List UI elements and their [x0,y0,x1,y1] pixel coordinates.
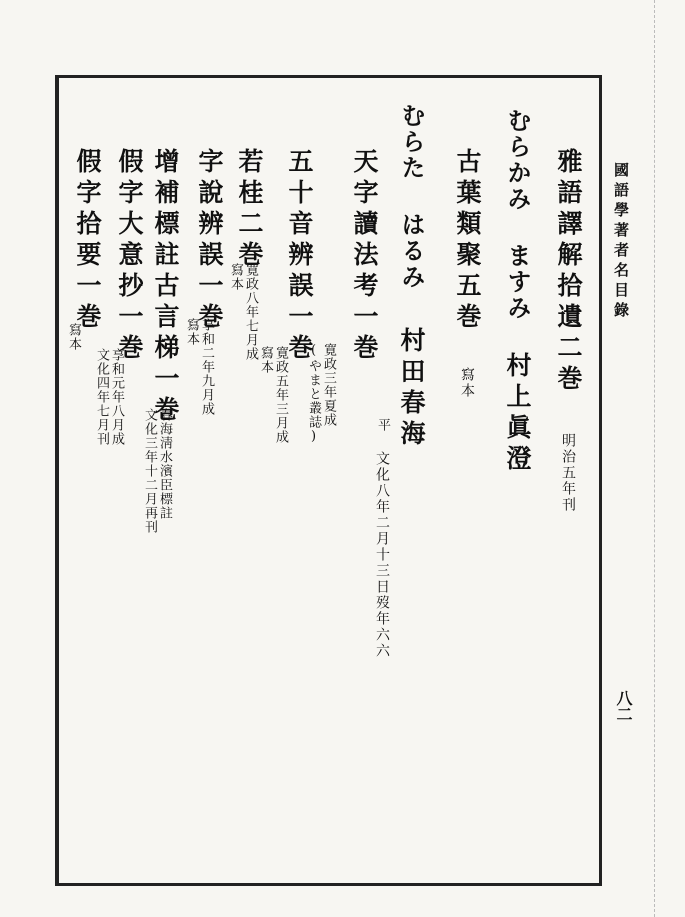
entry-title-1 [556,148,581,513]
author-kana: むらた はるみ [397,103,426,290]
entry-main: 字說辨誤一巻 [195,148,224,334]
author-heading-2 [399,103,424,451]
entry-note-b: 寫本 [258,346,273,374]
entry-note: 寫本 [459,367,475,399]
entry-note-a: 寛政八年七月成 [243,263,258,361]
author-kanji: 村田春海 [397,327,426,451]
entry-title-2 [455,148,480,399]
entry-note-b: 寫本 [228,263,243,291]
entry-note-b: 文化四年七月刊 [94,348,109,446]
entry-note-pair [259,346,287,444]
entry-note-a: 春海淸水濱臣標註 [157,408,172,520]
text-frame [55,75,602,886]
entry-note-a: 享和元年八月成 [109,348,124,446]
entry-title-8 [117,148,142,365]
author-note-2: 文化八年二月十三日歿年六六 [374,451,390,659]
entry-main: 五十音辨誤一巻 [285,148,314,365]
entry-title-5 [237,148,262,272]
entry-title-3 [352,148,377,365]
entry-note-pair [229,263,257,361]
entry-title-6 [197,148,222,334]
author-kanji: 村上眞澄 [503,352,532,476]
entry-note-a: 享和二年九月成 [199,318,214,416]
entry-main: 雅語譯解拾遺二巻 [554,148,583,396]
entry-note-pair [185,318,213,416]
author-note-1: 平 [375,418,390,432]
entry-note-b: 文化三年十二月再刊 [142,408,157,534]
author-note [374,418,390,659]
entry-note-a: 寛政五年三月成 [273,346,288,444]
entry-main: 天字讀法考一巻 [350,148,379,365]
entry-title-4 [287,148,312,365]
entry-main: 假字拾要一巻 [73,148,102,334]
author-heading-1 [505,108,530,476]
entry-note-b: 寫本 [184,318,199,346]
entry-note: 寫本 [66,323,81,351]
entry-note-pair [95,348,123,446]
entry-main: 若桂二巻 [235,148,264,272]
entry-title-7 [153,148,178,427]
running-header: 國語學著者名目錄 [612,162,630,322]
author-kana: むらかみ ますみ [503,108,532,321]
entry-note: 明治五年刊 [560,433,576,513]
entry-note-single [65,323,81,351]
entry-note-a: 寛政三年夏成 [321,343,336,427]
entry-title-9 [75,148,100,334]
entry-main: 假字大意抄一巻 [115,148,144,365]
page-edge [654,0,685,917]
entry-note-b: (やまと叢誌) [306,343,321,445]
page-number: 八二 [614,690,633,722]
entry-main: 古葉類聚五巻 [453,148,482,334]
entry-note-pair [143,408,171,534]
entry-main: 增補標註古言梯一巻 [151,148,180,427]
